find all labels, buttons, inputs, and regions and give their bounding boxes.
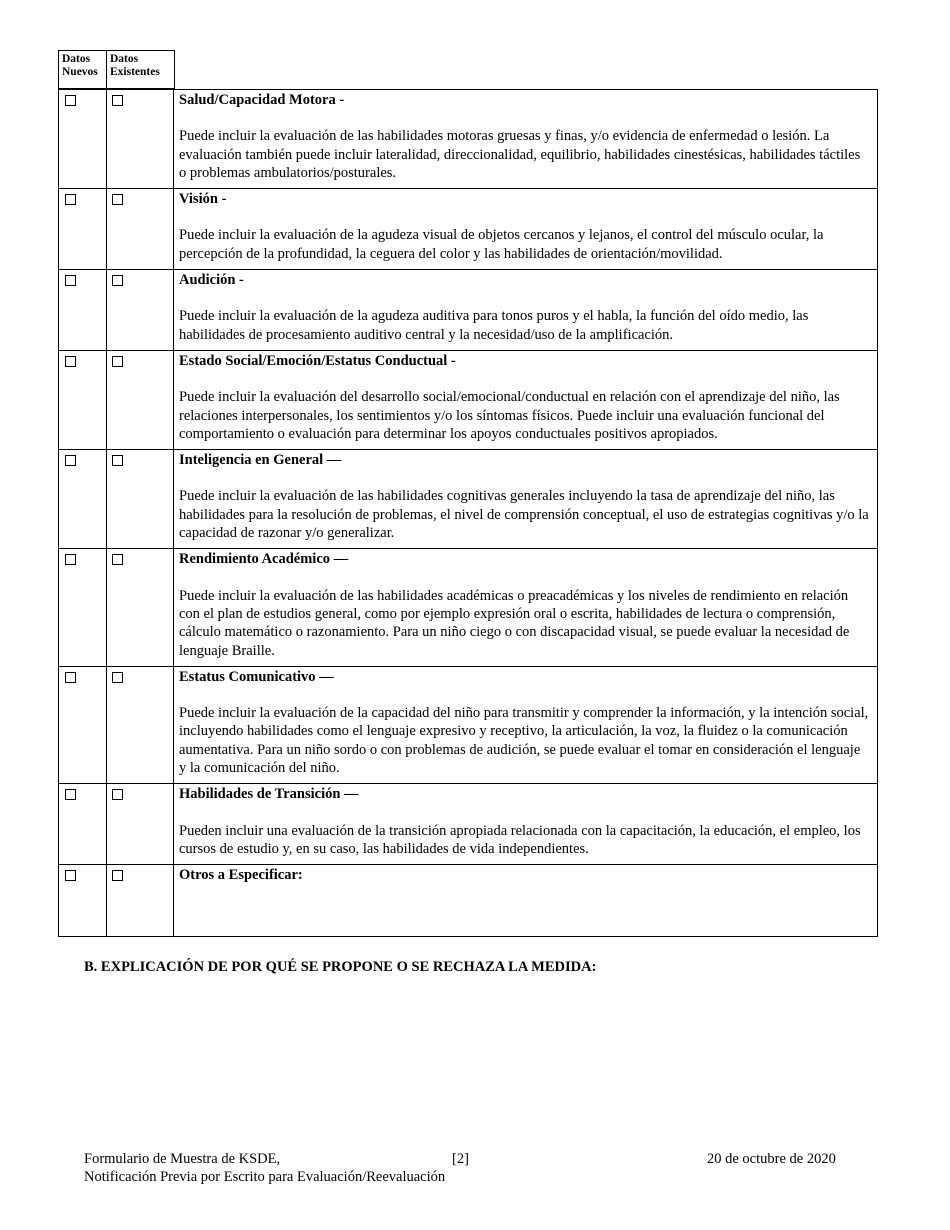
table-row	[59, 784, 878, 865]
area-description: Puede incluir la evaluación del desarrollo social/emocional/conductual en relación con el aprendizaje del niño, las relaciones interpersonales, los sentimientos y/o los síntomas físicos. Puede incluir una evaluación funcional del comportamiento o evaluación para determinar los apoyos conductuales positivos apropiados.	[179, 389, 840, 442]
header-new-data-line2: Nuevos	[62, 66, 98, 78]
other-new-data-checkbox[interactable]	[65, 870, 76, 881]
header-existing-data	[107, 51, 175, 89]
area-title: Visión -	[179, 191, 227, 208]
area-title: Habilidades de Transición —	[179, 786, 359, 803]
section-b-heading: B. EXPLICACIÓN DE POR QUÉ SE PROPONE O SE RECHAZA LA MEDIDA:	[84, 959, 597, 975]
new-data-checkbox[interactable]	[65, 275, 76, 286]
header-existing-data-line2: Existentes	[110, 66, 160, 78]
existing-data-checkbox[interactable]	[112, 95, 123, 106]
existing-data-checkbox[interactable]	[112, 275, 123, 286]
new-data-checkbox[interactable]	[65, 95, 76, 106]
existing-data-checkbox[interactable]	[112, 554, 123, 565]
footer-line1: Formulario de Muestra de KSDE,	[84, 1151, 281, 1167]
table-row	[59, 450, 878, 549]
header-existing-data-line1: Datos	[110, 53, 139, 65]
footer-date: 20 de octubre de 2020	[707, 1151, 836, 1167]
table-row	[59, 350, 878, 449]
new-data-checkbox[interactable]	[65, 672, 76, 683]
area-title: Rendimiento Académico —	[179, 551, 349, 568]
area-title: Inteligencia en General —	[179, 452, 342, 469]
other-existing-data-checkbox[interactable]	[112, 870, 123, 881]
area-description: Puede incluir la evaluación de la capacidad del niño para transmitir y comprender la información, y la intención social, incluyendo habilidades como el lenguaje expresivo y receptivo, la articulación, la voz, la fluidez o la comunicación aumentativa. Para un niño sordo o con problemas de audición, se puede evaluar el tomar en consideración el lenguaje y la comunicación del niño.	[179, 705, 869, 777]
area-title: Estado Social/Emoción/Estatus Conductual -	[179, 352, 456, 369]
existing-data-checkbox[interactable]	[112, 356, 123, 367]
new-data-checkbox[interactable]	[65, 455, 76, 466]
footer-line2: Notificación Previa por Escrito para Evaluación/Reevaluación	[84, 1169, 446, 1185]
new-data-checkbox[interactable]	[65, 356, 76, 367]
existing-data-checkbox[interactable]	[112, 455, 123, 466]
existing-data-checkbox[interactable]	[112, 194, 123, 205]
table-row	[59, 270, 878, 351]
area-description: Puede incluir la evaluación de la agudeza auditiva para tonos puros y el habla, la función del oído medio, las habilidades de procesamiento auditivo central y la necesidad/uso de la amplificación.	[179, 308, 809, 343]
other-specify-label: Otros a Especificar:	[179, 867, 303, 884]
table-row	[59, 90, 878, 189]
footer-form-name	[84, 1150, 445, 1186]
other-specify-field[interactable]	[174, 865, 878, 937]
table-row	[59, 549, 878, 666]
page-number: [2]	[452, 1151, 469, 1167]
new-data-checkbox[interactable]	[65, 554, 76, 565]
area-description: Puede incluir la evaluación de las habilidades académicas o preacadémicas y los niveles de rendimiento en relación con el plan de estudios general, como por ejemplo expresión oral o escrita, habilidades de lectura o comprensión, cálculo matemático o razonamiento. Para un niño ciego o con discapacidad visual, se puede evaluar la necesidad de lenguaje Braille.	[179, 587, 850, 659]
table-row	[59, 189, 878, 270]
area-description: Puede incluir la evaluación de la agudeza visual de objetos cercanos y lejanos, el control del músculo ocular, la percepción de la profundidad, la ceguera del color y las habilidades de orientación/movilidad.	[179, 227, 824, 262]
existing-data-checkbox[interactable]	[112, 672, 123, 683]
header-new-data-line1: Datos	[62, 53, 91, 65]
column-header-table	[58, 50, 175, 89]
new-data-checkbox[interactable]	[65, 194, 76, 205]
new-data-checkbox[interactable]	[65, 789, 76, 800]
area-title: Estatus Comunicativo —	[179, 668, 334, 685]
table-row-other	[59, 865, 878, 937]
table-row	[59, 666, 878, 783]
area-title: Audición -	[179, 272, 244, 289]
evaluation-areas-table	[58, 89, 878, 937]
area-description: Pueden incluir una evaluación de la transición apropiada relacionada con la capacitación, la educación, el empleo, los cursos de estudio y, en su caso, las habilidades de vida independientes.	[179, 822, 861, 857]
existing-data-checkbox[interactable]	[112, 789, 123, 800]
area-description: Puede incluir la evaluación de las habilidades motoras gruesas y finas, y/o evidencia de enfermedad o lesión. La evaluación también puede incluir lateralidad, direccionalidad, equilibrio, habilidades cinestésicas, habilidades táctiles o problemas ambulatorios/posturales.	[179, 128, 861, 181]
header-new-data	[59, 51, 107, 89]
area-title: Salud/Capacidad Motora -	[179, 92, 345, 108]
area-description: Puede incluir la evaluación de las habilidades cognitivas generales incluyendo la tasa de aprendizaje del niño, las habilidades para la resolución de problemas, el nivel de comprensión conceptual, el uso de estrategias cognitivas y/o la capacidad de razonar y/o generalizar.	[179, 488, 869, 542]
